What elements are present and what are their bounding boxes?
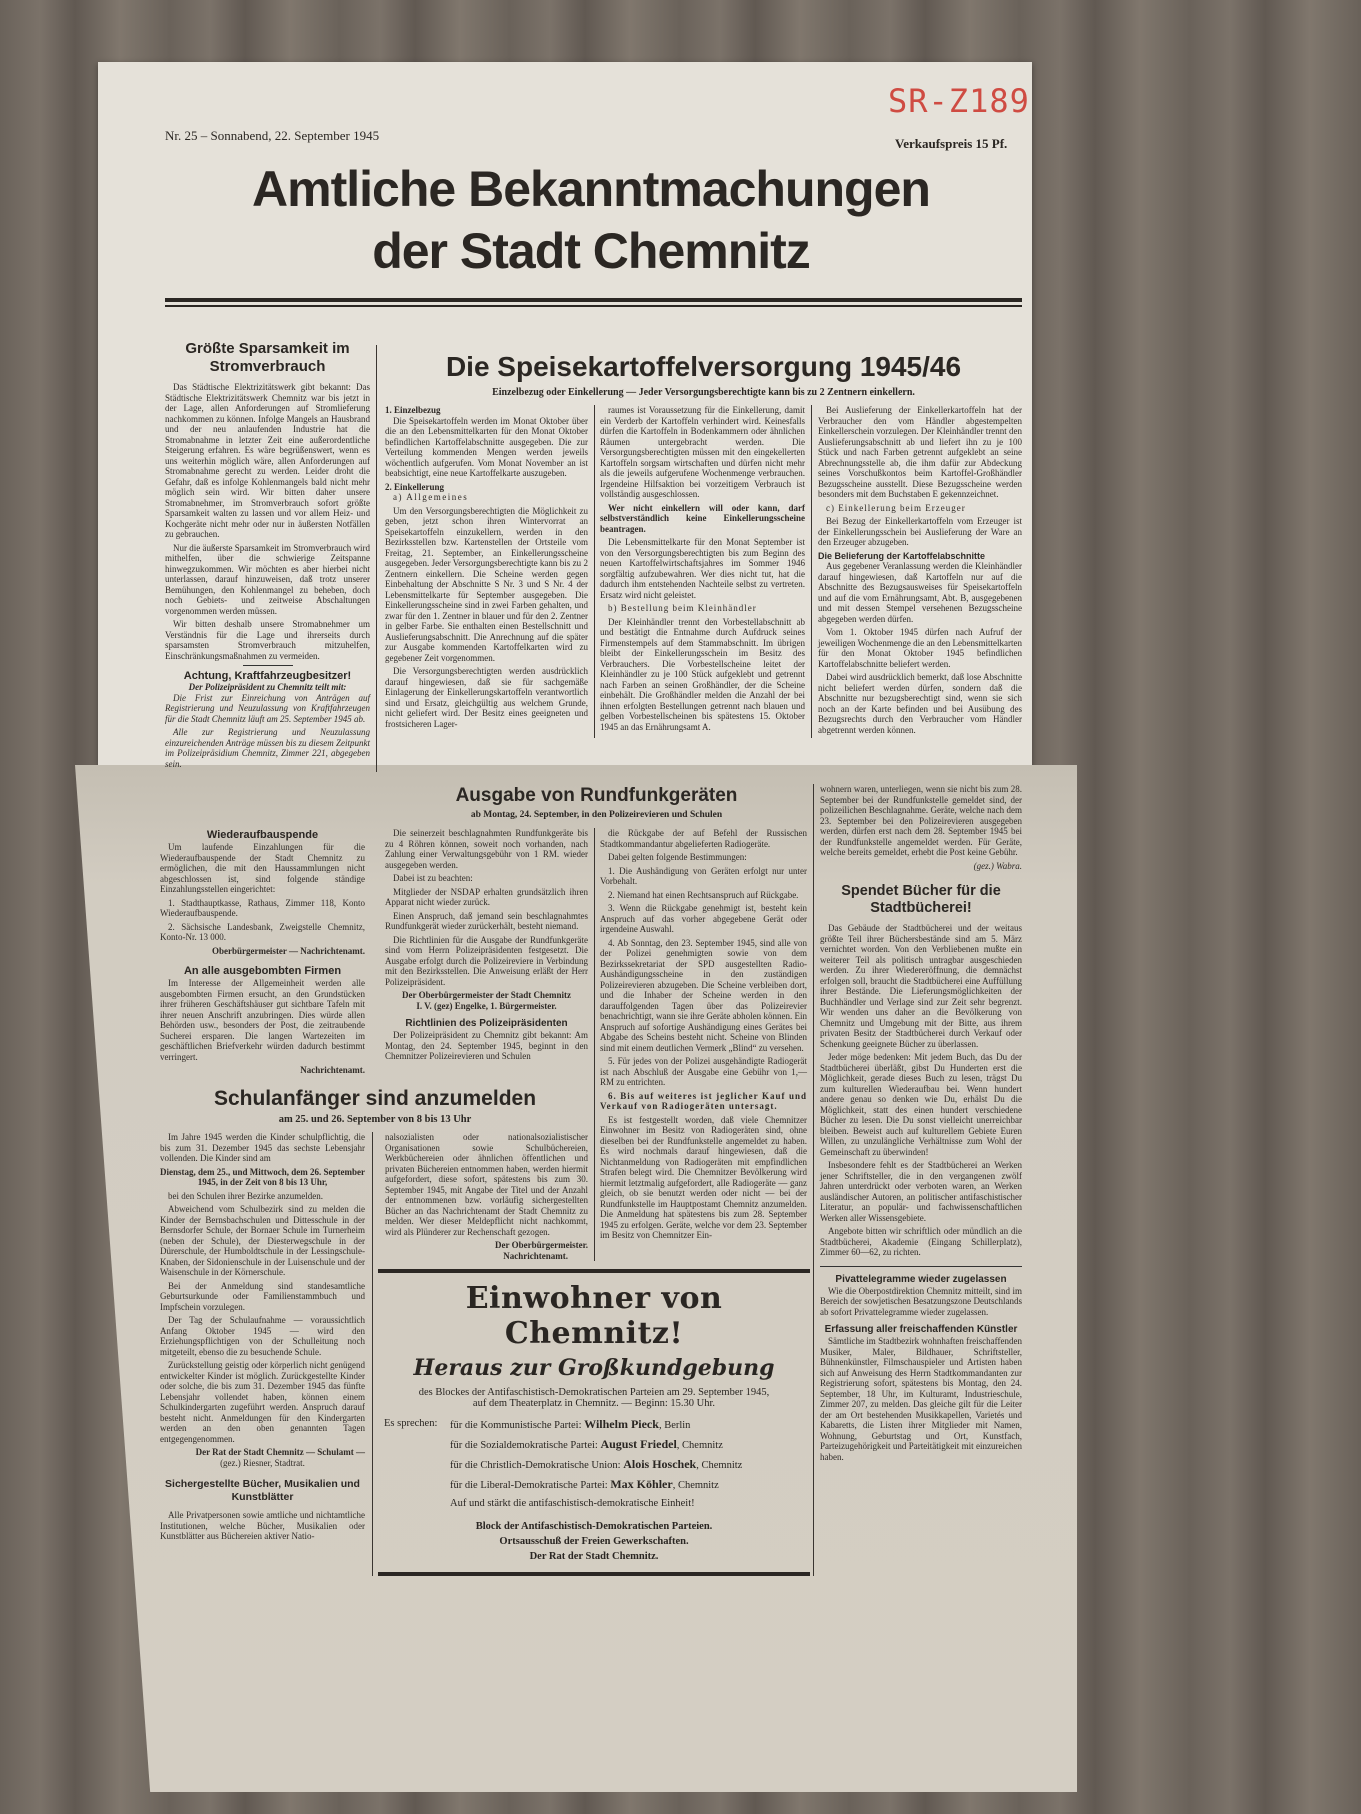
kartoffel-col-3: [818, 405, 1022, 738]
paragraph: Alle zur Registrierung und Neuzulassung einzureichenden Anträge müssen bis zu diesem Zeitpunkt im Polizeipräsidium Chemnitz, Zimmer 221, abgegeben sein.: [165, 727, 370, 769]
paragraph: 6. Bis auf weiteres ist jeglicher Kauf und Verkauf von Radiogeräten untersagt.: [600, 1090, 807, 1111]
column-rule: [811, 405, 812, 738]
archive-stamp: SR-Z189: [888, 82, 1030, 120]
signature: Der Oberbürgermeister.: [495, 1240, 588, 1250]
city: , Chemnitz: [676, 1440, 723, 1451]
buecher-article-right: [385, 1132, 588, 1261]
list-item: 1. Stadthauptkasse, Rathaus, Zimmer 118, Konto Wiederaufbauspende.: [160, 897, 365, 918]
paragraph: 3. Wenn die Rückgabe genehmigt ist, besteht kein Anspruch auf das vorher abgegebene Gerät oder irgendeine Auswahl.: [600, 903, 807, 934]
appeal: Auf und stärkt die antifaschistisch-demokratische Einheit!: [450, 1498, 695, 1509]
paragraph: Die Versorgungsberechtigten werden ausdrücklich darauf hingewiesen, daß sie für sachgemäße Einlagerung der Einkellerungskartoffeln verantwortlich sind und Ersatz, gleichgültig aus welchem Grunde, nicht geliefert wird. Der Besitz eines geeigneten und frostsicheren Lager-: [385, 666, 588, 729]
signature: Block der Antifaschistisch-Demokratischen Parteien.: [475, 1521, 713, 1532]
kartoffel-subheading: Einzelbezug oder Einkellerung — Jeder Versorgungsberechtigte kann bis zu 2 Zentnern einkellern.: [492, 387, 915, 398]
name: Alois Hoschek: [623, 1457, 697, 1471]
price: Verkaufspreis 15 Pf.: [895, 136, 1008, 151]
text: des Blockes der Antifaschistisch-Demokratischen Parteien am 29. September 1945,: [418, 1387, 770, 1398]
paragraph: Mitglieder der NSDAP erhalten grundsätzlich ihren Apparat nicht wieder zurück.: [385, 886, 588, 907]
section-title: Richtlinien des Polizeipräsidenten: [405, 1018, 568, 1029]
paragraph: Aus gegebener Veranlassung werden die Kleinhändler darauf hingewiesen, daß Kartoffeln nur auf die Abschnitte des Bezugsausweises für Speisekartoffeln und auf die vom Ernährungsamt, Abt. B, ausgegebenen und mit dessen Stempel versehenen Bezugsscheine abgegeben werden dürfen.: [818, 561, 1022, 624]
schule-subheading: am 25. und 26. September von 8 bis 13 Uhr: [278, 1114, 472, 1125]
name: Max Köhler: [610, 1477, 673, 1491]
paragraph: Zurückstellung geistig oder körperlich nicht genügend entwickelter Kinder ist möglich. Zurückgestellte Kinder oder solche, die bis zum 31. Dezember 1945 das fünfte Lebensjahr vollendet haben, können einem Schulkindergarten zugeführt werden. Anspruch darauf besteht nicht. Anmeldungen für den Kindergarten werden an den oben genannten Tagen entgegengenommen.: [160, 1360, 365, 1444]
paragraph: 4. Ab Sonntag, den 23. September 1945, sind alle von der Polizei genehmigten sowie von dem Bezirkssekretariat der SPD ausgestellten Radio-Aushändigungsscheine in den zuständigen Polizeirevieren abzugeben. Die Scheine verbleiben dort, und die Inhaber der Scheine werden in den darauffolgenden Tagen über das Polizeirevier benachrichtigt, wann sie ihre Geräte abholen können. Ein Anspruch auf sofortige Aushändigung eines Gerätes bei Abgabe des Scheins besteht nicht. Scheine von Blinden sind mit einem deutlichen Vermerk „Blind“ zu versehen.: [600, 937, 807, 1053]
rundfunk-subheading: ab Montag, 24. September, in den Polizeirevieren und Schulen: [470, 810, 723, 820]
paragraph: Um den Versorgungsberechtigten die Möglichkeit zu geben, jetzt schon ihren Wintervorrat an Speisekartoffeln einzukellern, werden in den Bezirksstellen bzw. Kartenstellen der Ortsteile vom Freitag, 21. September, an Einkellerungsscheine ausgegeben. Jeder Versorgungsberechtigte kann bis zu 2 Zentnern einkellern. Die Scheine werden gegen Einbehaltung der Abschnitte S Nr. 3 und S Nr. 4 der Lebensmittelkarte für September ausgegeben. Die Einkellerungsscheine sind in zwei Farben gehalten, und zwar für den 1. Zentner in blauer und für den 2. Zentner in gelber Farbe. Sie enthalten einen Bestellschnitt und Auslieferungsabschnitt. Die Anrechnung auf die später zur Ausgabe kommenden Kartoffelkarten wird zu gegebener Zeit vorgenommen.: [385, 505, 588, 663]
city: , Chemnitz: [696, 1460, 743, 1471]
signature: Nachrichtenamt.: [503, 1250, 568, 1261]
paragraph: Der Tag der Schulaufnahme — voraussichtlich Anfang Oktober 1945 — wird den Erziehungspflichtigen von der Schulleitung noch mitgeteilt, ebenso die zu besuchende Schule.: [160, 1315, 365, 1357]
issue-line: Nr. 25 – Sonnabend, 22. September 1945: [165, 128, 380, 143]
paragraph: Dabei ist zu beachten:: [393, 873, 473, 883]
heading: Größte Sparsamkeit im Stromverbrauch: [185, 340, 350, 375]
signature: Der Rat der Stadt Chemnitz.: [529, 1551, 659, 1562]
paragraph: nalsozialisten oder nationalsozialistischer Organisationen sowie Schulbüchereien, Werkbüchereien oder ähnlichen öffentlichen und privaten Büchereien entnommen haben, werden hiermit aufgefordert, diese sofort, spätestens bis zum 30. September 1945, mit Angabe der Titel und der Anzahl der entnommenen bzw. vorläufig sichergestellten Bücher an das Nachrichtenamt der Stadt Chemnitz zu melden. Wer dieser Meldepflicht nicht nachkommt, wird als Plünderer zur Rechenschaft gezogen.: [385, 1132, 588, 1237]
schule-heading: Schulanfänger sind anzumelden: [213, 1087, 537, 1110]
paragraph: Um laufende Einzahlungen für die Wiederaufbauspende der Stadt Chemnitz zu ermöglichen, die mit den Haussammlungen nicht abgeschlossen ist, sind folgende ständige Einzahlungsstellen eingerichtet:: [160, 842, 365, 894]
rundfunk-col-2: [600, 828, 807, 1244]
paragraph: Der Polizeipräsident zu Chemnitz gibt bekannt: Am Montag, den 24. September 1945, beginnt in den Chemnitzer Polizeirevieren und Schulen: [385, 1030, 588, 1061]
party: für die Christlich-Demokratische Union:: [450, 1460, 621, 1471]
masthead-rule-thin: [165, 305, 1022, 307]
paragraph: Dienstag, dem 25., und Mittwoch, dem 26. September 1945, in der Zeit von 8 bis 13 Uhr,: [160, 1166, 365, 1187]
paragraph: Sämtliche im Stadtbezirk wohnhaften freischaffenden Musiker, Maler, Bildhauer, Schriftsteller, Bühnenkünstler, Filmschauspieler und Artisten haben sich auf Anweisung des Herrn Stadtkommandanten zur Registrierung sofort, spätestens bis Montag, den 24. September, 18 Uhr, im Kulturamt, Industrieschule, Zimmer 207, zu melden. Das gleiche gilt für die Leiter der am Ort bestehenden Musikkapellen, Varietés und Kabaretts, die Listen ihrer Mitglieder mit Namen, Wohnung, Geburtstag und Ort, Kunstfach, Parteizugehörigkeit und Parteitätigkeit mit einzureichen haben.: [820, 1336, 1022, 1462]
paragraph: Insbesondere fehlt es der Stadtbücherei an Werken jener Schriftsteller, die in den vergangenen zwölf Jahren unterdrückt oder verboten waren, an Werken ausländischer Autoren, an politischer antifaschistischer Literatur, an populär- und fachwissenschaftlichen Werken aller Wissensgebiete.: [820, 1160, 1022, 1223]
column-rule: [594, 828, 595, 1261]
title-line-1: Amtliche Bekanntmachungen: [252, 161, 930, 217]
paragraph: Wir bitten deshalb unsere Stromabnehmer um Verständnis für die Lage und ihrerseits durch sparsamsten Stromverbrauch mitzuhelfen, Einschränkungsmaßnahmen zu vermeiden.: [165, 619, 370, 661]
paragraph: Das Gebäude der Stadtbücherei und der weitaus größte Teil ihrer Büchersbestände sind am 5. März vernichtet worden. Von den Verbliebenen mußte ein weiterer Teil als politisch untragbar ausgeschieden werden. Zu ihrer Wiedereröffnung, die demnächst erfolgen soll, braucht die Stadtbücherei eine Auffüllung ihrer Bestände. Die Lieferungsmöglichkeiten der Buchhändler und Verlage sind zur Zeit sehr begrenzt. Wir wenden uns daher an die Bevölkerung von Chemnitz und Umgebung mit der Bitte, aus ihrem privaten Besitz der Stadtbücherei durch Verkauf oder Schenkung geeignete Bücher zu überlassen.: [820, 923, 1022, 1049]
signature: Der Rat der Stadt Chemnitz — Schulamt —: [195, 1447, 365, 1457]
city: , Chemnitz: [672, 1480, 719, 1491]
heading: Spendet Bücher für die Stadtbücherei!: [841, 883, 1001, 916]
kundgebung-box: [378, 1281, 810, 1564]
label: Es sprechen:: [384, 1418, 438, 1429]
paragraph: Dabei wird ausdrücklich bemerkt, daß lose Abschnitte nicht beliefert werden dürfen, sondern daß die Abschnitte nur bezugsberechtigt sind, wenn sie sich noch an der Karte befinden und bei Ausübung des Bezugsrechts durch den Verbraucher vom Händler abgetrennt werden können.: [818, 672, 1022, 735]
intro: Der Polizeipräsident zu Chemnitz teilt mit:: [188, 682, 347, 692]
kartoffel-col-2: [600, 405, 805, 735]
subheading: Heraus zur Großkundgebung: [413, 1355, 775, 1381]
column-rule: [594, 405, 595, 738]
paragraph: raumes ist Voraussetzung für die Einkellerung, damit ein Verderb der Kartoffeln verhindert wird. Keinesfalls dürfen die Kartoffeln in Bodenkammern oder ähnlichen Räumen untergebracht werden. Die Versorgungsberechtigten müssen mit den eingekellerten Kartoffeln sorgsam wirtschaften und dürfen nicht mehr als die jeweils aufgerufene Wochenmenge verbrauchen. Irgendeine Hilfsaktion bei vorzeitigem Verbrauch ist vollständig ausgeschlossen.: [600, 405, 805, 499]
left-lower-column: [160, 828, 365, 1076]
signature: Oberbürgermeister — Nachrichtenamt.: [211, 945, 365, 956]
heading: Erfassung aller freischaffenden Künstler: [824, 1324, 1018, 1335]
section-title: 2. Einkellerung: [385, 481, 445, 492]
paragraph: Die Richtlinien für die Ausgabe der Rundfunkgeräte sind vom Herrn Polizeipräsidenten festgesetzt. Die Ausgabe erfolgt durch die Polizeireviere in Verbindung mit den Bezirksstellen. Die Anweisung erläßt der Herr Polizeipräsident.: [385, 934, 588, 987]
column-rule: [372, 1132, 373, 1576]
paragraph: Einen Anspruch, daß jemand sein beschlagnahmtes Rundfunkgerät wieder zurückerhält, besteht niemand.: [385, 910, 588, 931]
title-line-2: der Stadt Chemnitz: [372, 223, 810, 279]
heading: Pivattelegramme wieder zugelassen: [835, 1273, 1007, 1285]
city: , Berlin: [658, 1420, 691, 1431]
masthead-rule: [165, 298, 1022, 302]
paragraph: Angebote bitten wir schriftlich oder mündlich an die Stadtbücherei, Akademie (Eingang Schillerplatz), Zimmer 60—62, zu richten.: [820, 1226, 1022, 1257]
column-rule: [813, 784, 814, 1576]
paragraph: Der Kleinhändler trennt den Vorbestellabschnitt ab und bestätigt die Entnahme durch Aufdruck seines Firmenstempels auf dem Stammabschnitt. Im übrigen bleibt der Einkellerungsschein im Besitz des Verbrauchers. Die Vorbestellscheine leitet der Kleinhändler zu je 100 Stück aufgeklebt und getrennt nach Farben an seinen Großhändler, der die Scheine einbehält. Die Großhändler melden die Anzahl der bei ihnen erfolgten Bestellungen getrennt nach blauen und gelben Vorbestellscheinen bis spätestens 15. Oktober 1945 an das Ernährungsamt A.: [600, 616, 805, 732]
paragraph: Die seinerzeit beschlagnahmten Rundfunkgeräte bis zu 4 Röhren können, soweit noch vorhanden, nach Zahlung einer Verwaltungsgebühr von 1 RM. wieder ausgegeben werden.: [385, 828, 588, 870]
paragraph: Es ist festgestellt worden, daß viele Chemnitzer Einwohner im Besitz von Radiogeräten sind, ohne dieselben bei der Rundfunkstelle angemeldet zu haben. Es wird nochmals darauf hingewiesen, daß die Nichtanmeldung von Radiogeräten mit empfindlichen Strafen belegt wird. Die Chemnitzer Bevölkerung wird hiermit letztmalig aufgefordert, alle Radiogeräte — ganz gleich, ob sie benutzt werden oder nicht — bei der Rundfunkstelle im Hauptpostamt Chemnitz anzumelden. Die Anmeldung hat spätestens bis zum 28. September 1945 zu erfolgen. Geräte, welche vor dem 23. September im Besitz von Chemnitzer Ein-: [600, 1114, 807, 1240]
newspaper-title: [160, 158, 1022, 282]
name: August Friedel: [600, 1437, 677, 1451]
paragraph: Die Frist zur Einreichung von Anträgen auf Registrierung und Neuzulassung von Kraftfahrzeugen für die Stadt Chemnitz läuft am 25. September 1945 ab.: [165, 692, 370, 724]
speaker: [450, 1475, 742, 1495]
paragraph: Wer nicht einkellern will oder kann, darf selbstverständlich keine Einkellerungsscheine beantragen.: [600, 502, 805, 534]
divider: [820, 1266, 1022, 1267]
section-title: 1. Einzelbezug: [385, 405, 441, 415]
kartoffel-col-1: [385, 405, 588, 732]
article-stromverbrauch: [165, 340, 370, 772]
section-subtitle: c) Einkellerung beim Erzeuger: [826, 502, 966, 513]
name: Wilhelm Pieck: [584, 1417, 659, 1431]
signature: Nachrichtenamt.: [300, 1065, 365, 1075]
rundfunk-heading: Ausgabe von Rundfunkgeräten: [455, 785, 738, 806]
paragraph: bei den Schulen ihrer Bezirke anzumelden.: [168, 1190, 323, 1201]
section-title: Die Belieferung der Kartoffelabschnitte: [818, 550, 986, 561]
rundfunk-col-1: [385, 828, 588, 1065]
schule-col: [160, 1132, 365, 1468]
paragraph: 5. Für jedes von der Polizei ausgehändigte Radiogerät ist nach Abschluß der Ausgabe eine Gebühr von 1,— RM zu entrichten.: [600, 1056, 807, 1087]
heading: Wiederaufbauspende: [206, 829, 319, 841]
signature: (gez.) Wabra.: [973, 860, 1022, 871]
paragraph: Im Interesse der Allgemeinheit werden alle ausgebombten Firmen ersucht, an den Grundstücken ihrer früheren Geschäftshäuser gut sichtbare Tafeln mit ihrer neuen Anschrift anzubringen. Dies würde allen Behörden usw., besonders der Post, die zeitraubende Sucherei ersparen. Die langen Wartezeiten im geschäftlichen Briefverkehr würden dadurch bestimmt verringert.: [160, 978, 365, 1062]
paragraph: Nur die äußerste Sparsamkeit im Stromverbrauch wird mithelfen, über die schwierige Zeitspanne hinwegzukommen. Wir möchten es aber hierbei nicht unterlassen, darauf hinzuweisen, daß trotz unserer Bemühungen, den Kohlenmangel zu beheben, doch noch Gebiets- und zeitweise Abschaltungen vorgenommen werden müssen.: [165, 542, 370, 616]
heading: An alle ausgebombten Firmen: [183, 965, 342, 977]
signature: (gez.) Riesner, Stadtrat.: [220, 1457, 305, 1468]
paragraph: Bei Bezug der Einkellerkartoffeln vom Erzeuger ist der Einkellerungsschein bei Auslieferung der Ware an den Erzeuger abzugeben.: [818, 516, 1022, 547]
list-item: 2. Sächsische Landesbank, Zweigstelle Chemnitz, Konto-Nr. 13 000.: [160, 921, 365, 942]
party: für die Kommunistische Partei:: [450, 1420, 582, 1431]
speakers: [378, 1415, 810, 1513]
speaker: [450, 1435, 742, 1455]
party: für die Sozialdemokratische Partei:: [450, 1440, 598, 1451]
paragraph: Jeder möge bedenken: Mit jedem Buch, das Du der Stadtbücherei überläßt, gibst Du Hunderten erst die Möglichkeit, gerade dieses Buch zu lesen, trägst Du zum kulturellen Wiederaufbau bei. Wenn hundert andere genau so denken wie Du, erhälst Du die Möglichkeit, statt des einen hundert verschiedene Bücher zu lesen. Die Du sonst vielleicht unerreichbar bleiben. Beweist auch auf kulturellem Gebiete Euren Willen, zu unzulängliche Verhältnisse zum Wohl der Gemeinschaft zu überwinden!: [820, 1052, 1022, 1157]
paragraph: Die Speisekartoffeln werden im Monat Oktober über die an den Lebensmittelkarten für den Monat Oktober befindlichen Kartoffelabschnitte ausgegeben. Die zur Verteilung kommenden Mengen werden jeweils wöchentlich aufgerufen. Vom Monat November an ist beabsichtigt, eine neue Kartoffelkarte auszugeben.: [385, 415, 588, 478]
column-rule: [376, 345, 377, 772]
party: für die Liberal-Demokratische Partei:: [450, 1480, 608, 1491]
paragraph: Das Städtische Elektrizitätswerk gibt bekannt: Das Städtische Elektrizitätswerk Chemnitz war bis jetzt in der Lage, allen Anforderungen auf Stromlieferung nachkommen zu können. Infolge Mangels an Hausbrand und der neu anlaufenden Industrie hat die Stromabnahme in letzter Zeit eine außerordentliche Steigerung erfahren. Es wäre begrüßenswert, wenn es uns weiterhin möglich wäre, allen Anforderungen auf Stromabnahme gerecht zu werden. Leider droht die Gefahr, daß es infolge Kohlenmangels bald nicht mehr möglich sein wird. Wir bitten daher unsere Stromabnehmer, im Stromverbrauch sofort größte Sparsamkeit walten zu lassen und vor allem Heiz- und Kochgeräte nicht mehr oder nur in äußersten Notfällen zu gebrauchen.: [165, 382, 370, 539]
paragraph: Abweichend vom Schulbezirk sind zu melden die Kinder der Bernsbachschulen und Dittesschule in der Bernsdorfer Schule, der Bornaer Schule im Turnerheim (neben der Schule), der Diesterwegschule in der Dürerschule, der Humboldtschule in der Lessingschule-Knaben, der Sidonienschule in der Luisenschule und der Waisenschule in der Körnerschule.: [160, 1204, 365, 1277]
paragraph: Im Jahre 1945 werden die Kinder schulpflichtig, die bis zum 31. Dezember 1945 das sechste Lebensjahr vollenden. Die Kinder sind am: [160, 1132, 365, 1163]
paragraph: Bei Auslieferung der Einkellerkartoffeln hat der Verbraucher den vom Händler abgestempelten Einkellerschein vorzulegen. Der Kleinhändler trennt den Auslieferungsabschnitt ab und liefert ihn zu je 100 Stück und nach Farben getrennt aufgeklebt an seine Abrechnungsstelle ab, die ihm dafür zur Abdeckung seines Vorschußkontos beim Kartoffel-Großhändler Bezugsscheine ausstellt. Diese Bezugsscheine werden besonders mit dem Buchstaben E gekennzeichnet.: [818, 405, 1022, 499]
paragraph: 2. Niemand hat einen Rechtsanspruch auf Rückgabe.: [608, 889, 799, 900]
heading: Sichergestellte Bücher, Musikalien und Kunstblätter: [165, 1478, 360, 1503]
signature: I. V. (gez) Engelke, 1. Bürgermeister.: [416, 1000, 557, 1011]
signature: Ortsausschuß der Freien Gewerkschaften.: [499, 1536, 689, 1547]
heading: Einwohner von Chemnitz!: [465, 1281, 723, 1351]
paragraph: Vom 1. Oktober 1945 dürfen nach Aufruf der jeweiligen Wochenmenge die an den Lebensmittelkarten für den Monat Oktober 1945 befindlichen Kartoffelabschnitte beliefert werden.: [818, 627, 1022, 669]
paragraph: Dabei gelten folgende Bestimmungen:: [608, 852, 747, 862]
buecher-article-left: [160, 1478, 365, 1545]
paragraph: 1. Die Aushändigung von Geräten erfolgt nur unter Vorbehalt.: [600, 865, 807, 886]
divider: [243, 665, 293, 666]
paragraph: Bei der Anmeldung sind standesamtliche Geburtsurkunde oder Familienstammbuch und Impfschein vorzulegen.: [160, 1280, 365, 1312]
text: auf dem Theaterplatz in Chemnitz. — Beginn: 15.30 Uhr.: [472, 1398, 716, 1409]
section-subtitle: b) Bestellung beim Kleinhändler: [608, 603, 757, 613]
box-rule-top: [378, 1269, 810, 1273]
paragraph: Wie die Oberpostdirektion Chemnitz mitteilt, sind im Bereich der sowjetischen Besatzungszone Deutschlands ab sofort Privattelegramme wieder zugelassen.: [820, 1285, 1022, 1317]
paragraph: Alle Privatpersonen sowie amtliche und nichtamtliche Institutionen, welche Bücher, Musikalien oder Kunstblätter aus Büchereien aktiver Natio-: [160, 1510, 365, 1541]
signature: Der Oberbürgermeister der Stadt Chemnitz: [402, 990, 571, 1000]
paragraph: wohnern waren, unterliegen, wenn sie nicht bis zum 28. September bei der Rundfunkstelle gemeldet sind, der polizeilichen Beschlagnahme. Geräte, welche nach dem 23. September bei den Polizeirevieren ausgegeben werden, dürfen erst nach dem 28. September 1945 bei der Rundfunkstelle angemeldet werden. Für Geräte, welche bereits gemeldet, erhebt die Post keine Gebühr.: [820, 784, 1022, 857]
section-subtitle: a) Allgemeines: [393, 492, 469, 502]
kartoffel-heading: Die Speisekartoffelversorgung 1945/46: [445, 351, 962, 382]
paragraph: Die Lebensmittelkarte für den Monat September ist von den Versorgungsberechtigten bis zum Beginn des neuen Kartoffelwirtschaftsjahres im Sommer 1946 sorgfältig aufzubewahren. Wer dies nicht tut, hat die dadurch ihm entstehenden Nachteile selbst zu vertreten. Ersatz wird nicht geleistet.: [600, 537, 805, 600]
speaker: [450, 1415, 742, 1435]
right-column: [820, 784, 1022, 1465]
box-rule-bottom: [378, 1572, 810, 1576]
paragraph: die Rückgabe der auf Befehl der Russischen Stadtkommandantur abgelieferten Radiogeräte.: [600, 828, 807, 849]
heading: Achtung, Kraftfahrzeugbesitzer!: [183, 670, 352, 682]
speaker: [450, 1455, 742, 1475]
